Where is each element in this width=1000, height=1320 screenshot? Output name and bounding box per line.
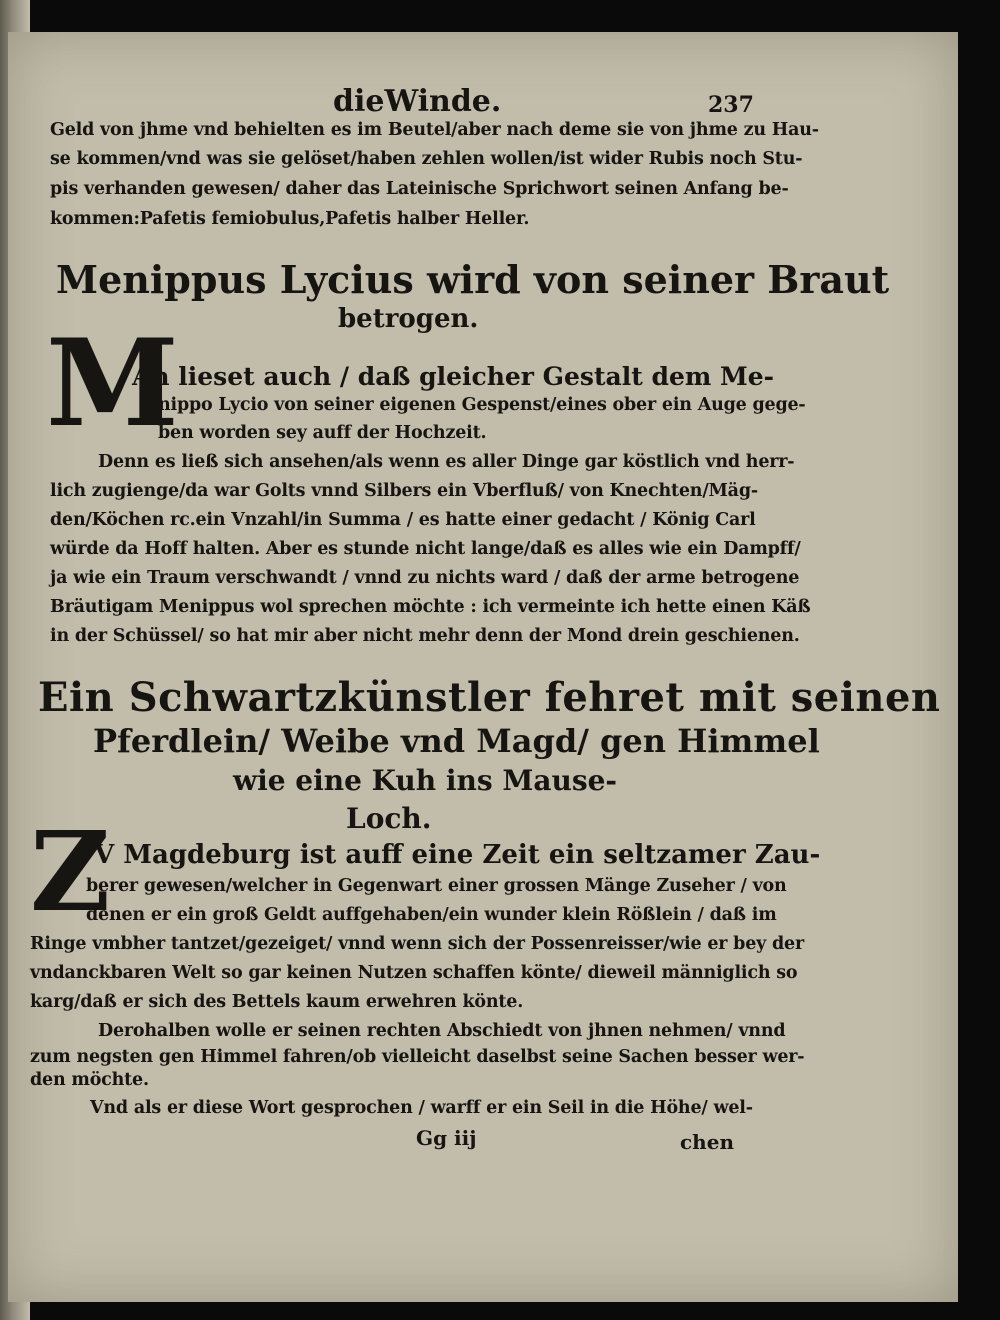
section2-para1-line-3: Ringe vmbher tantzet/gezeiget/ vnnd wenn sich der Possenreisser/wie er bey der (30, 934, 804, 954)
book-page (8, 32, 958, 1302)
section1-drop-cap: M (46, 313, 179, 454)
section2-para1-line-1: berer gewesen/welcher in Gegenwart einer grossen Mänge Zuseher / von (86, 876, 787, 896)
section1-para2-line-3: den/Köchen rc.ein Vnzahl/in Summa / es hatte einer gedacht / König Carl (50, 510, 756, 530)
section1-para2-line-1: Denn es ließ sich ansehen/als wenn es aller Dinge gar köstlich vnd herr- (98, 452, 795, 472)
section1-para1-line-2: ben worden sey auff der Hochzeit. (158, 423, 487, 443)
section2-para2-line-3: den möchte. (30, 1070, 149, 1090)
section1-para2-line-5: ja wie ein Traum verschwandt / vnnd zu nichts ward / daß der arme betrogene (50, 568, 800, 588)
section1-para1-line-1: nippo Lycio von seiner eigenen Gespenst/eines ober ein Auge gege- (158, 395, 806, 415)
section1-para1-first-line: An lieset auch / daß gleicher Gestalt dem Me- (132, 362, 774, 391)
running-head: dieWinde. (333, 84, 502, 119)
section2-para1-line-5: karg/daß er sich des Bettels kaum erwehren könte. (30, 992, 524, 1012)
section1-para2-line-4: würde da Hoff halten. Aber es stunde nicht lange/daß es alles wie ein Dampff/ (50, 539, 801, 559)
section2-heading-line3: wie eine Kuh ins Mause- (233, 764, 618, 797)
section2-para2-line-1: Derohalben wolle er seinen rechten Abschiedt von jhnen nehmen/ vnnd (98, 1021, 786, 1041)
section1-para2-line-7: in der Schüssel/ so hat mir aber nicht mehr denn der Mond drein geschienen. (50, 626, 800, 646)
intro-line-1: Geld von jhme vnd behielten es im Beutel/aber nach deme sie von jhme zu Hau- (50, 120, 819, 140)
section1-heading-line2: betrogen. (338, 304, 479, 334)
intro-line-3: pis verhanden gewesen/ daher das Lateinische Sprichwort seinen Anfang be- (50, 179, 789, 199)
section1-para2-line-2: lich zugienge/da war Golts vnnd Silbers ein Vberfluß/ von Knechten/Mäg- (50, 481, 758, 501)
section2-para1-line-2: denen er ein groß Geldt auffgehaben/ein wunder klein Rößlein / daß im (86, 905, 777, 925)
section1-heading-line1: Menippus Lycius wird von seiner Braut (56, 257, 890, 302)
section2-heading-line4: Loch. (346, 802, 432, 835)
section2-drop-cap: Z (30, 807, 111, 936)
catchword: chen (680, 1130, 734, 1154)
page-number: 237 (708, 92, 754, 118)
section2-para1-first-line: V Magdeburg ist auff eine Zeit ein seltzamer Zau- (94, 840, 821, 870)
section2-para1-line-4: vndanckbaren Welt so gar keinen Nutzen schaffen könte/ dieweil männiglich so (30, 963, 798, 983)
intro-line-4: kommen:Pafetis femiobulus,Pafetis halber Heller. (50, 209, 530, 229)
section2-para3-line: Vnd als er diese Wort gesprochen / warff er ein Seil in die Höhe/ wel- (90, 1098, 753, 1118)
section2-para2-line-2: zum negsten gen Himmel fahren/ob vielleicht daselbst seine Sachen besser wer- (30, 1047, 805, 1067)
intro-line-2: se kommen/vnd was sie gelöset/haben zehlen wollen/ist wider Rubis noch Stu- (50, 149, 803, 169)
signature-mark: Gg iij (416, 1126, 477, 1150)
section2-heading-line2: Pferdlein/ Weibe vnd Magd/ gen Himmel (93, 722, 820, 760)
section2-heading-line1: Ein Schwartzkünstler fehret mit seinen (38, 674, 941, 721)
section1-para2-line-6: Bräutigam Menippus wol sprechen möchte : ich vermeinte ich hette einen Käß (50, 597, 811, 617)
